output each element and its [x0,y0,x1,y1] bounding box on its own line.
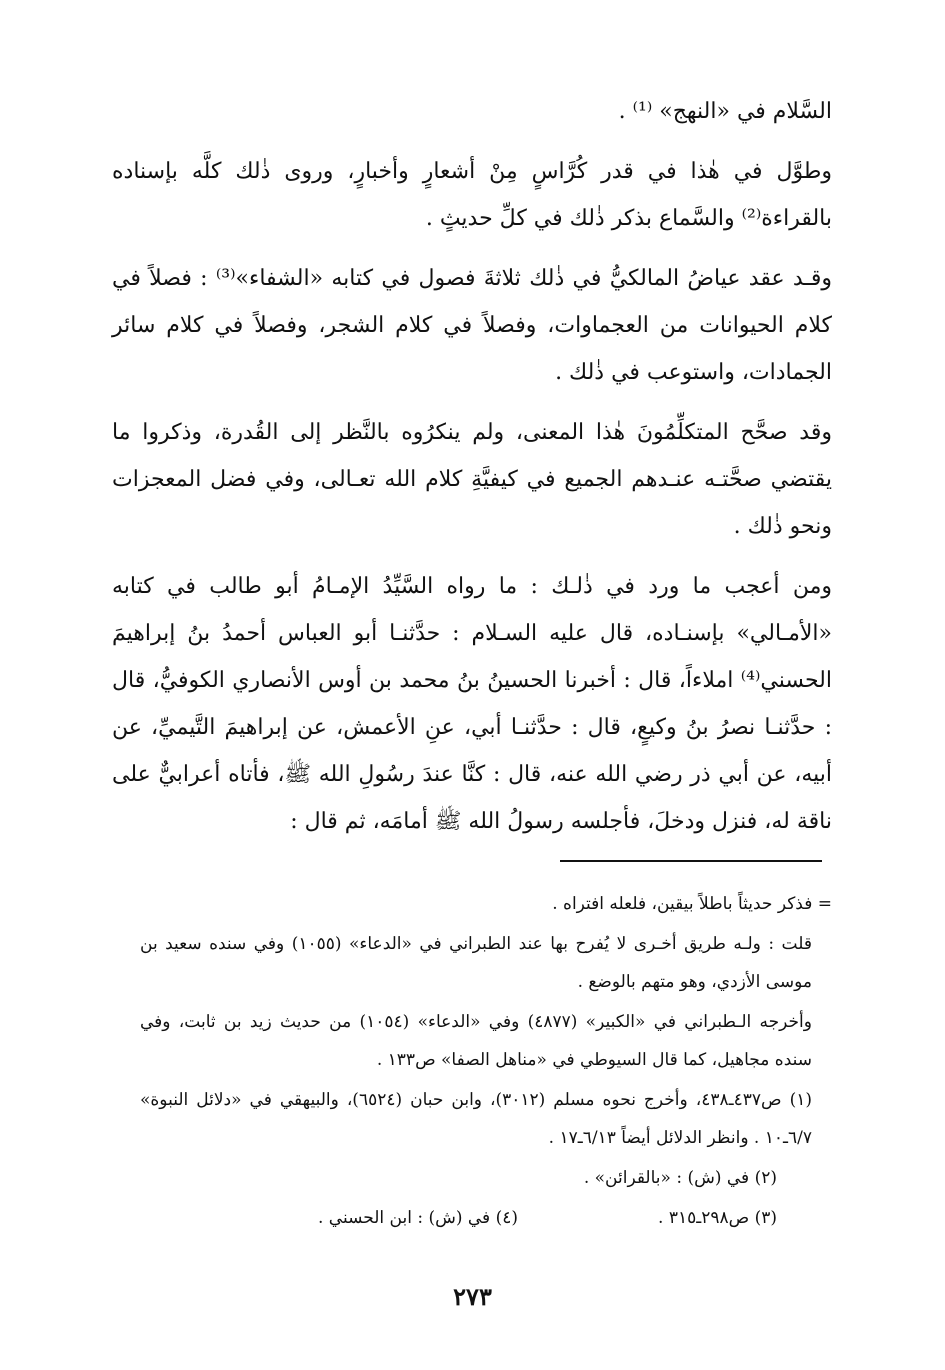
footnote-2: (٢) في (ش) : «بالقرائن» . [583,1168,777,1188]
footnote-comment: قلت : ولـه طريق أخـرى لا يُفرح بها عند الطبراني في «الدعاء» (١٠٥٥) وفي سنده سعيد بن موسى الأزدي، وهو متهم بالوضع . [140,934,812,992]
paragraph-5: ومن أعجب ما ورد في ذٰلـك : ما رواه السَّيِّدُ الإمـامُ أبو طالب في كتابه «الأمـالي» بإسنـاده، قال عليه السـلام : حدَّثنـا أبو العباس أحمدُ بنُ إبراهيمَ الحسني⁽⁴⁾ املاءاً، قال : أخبرنا الحسينُ بنُ محمد بن أوس الأنصاري الكوفيُّ، قال : حدَّثنـا نصرُ بنُ وكيعٍ، قال : حدَّثنـا أبي، عنِ الأعمش، عن إبراهيمَ التَّيميِّ، عن أبيه، عن أبي ذر رضي الله عنه، قال : كنَّا عندَ رسُولِ الله ﷺ، فأتاه أعرابيٌّ على ناقة له، فنزل ودخلَ، فأجلسه رسولُ الله ﷺ أمامَه، ثم قال : [112,574,832,834]
footnote-4: (٤) في (ش) : ابن الحسني . [317,1208,519,1228]
paragraph-3: وقـد عقد عياضُ المالكيُّ في ذٰلك ثلاثةَ فصول في كتابه «الشفاء»⁽³⁾ : فصلاً في كلام الحيوانات من العجماوات، وفصلاً في كلام الشجر، وفصلاً في كلام سائر الجمادات، واستوعب في ذٰلك . [112,266,832,385]
paragraph-2: وطوَّل في هٰذا في قدر كُرَّاسٍ مِنْ أشعارٍ وأخبارٍ، وروى ذٰلك كلَّه بإسناده بالقراءة⁽²⁾ والسَّماع بذكر ذٰلك في كلِّ حديثٍ . [112,159,832,231]
footnote-comment-2: وأخرجه الـطبراني في «الكبير» (٤٨٧٧) وفي «الدعاء» (١٠٥٤) من حديث زيد بن ثابت، وفي سنده مجاهيل، كما قال السيوطي في «مناهل الصفا» ص١٣٣ . [140,1012,812,1070]
footnote-row [140,1199,832,1237]
page-number: ٢٧٣ [453,1282,492,1311]
paragraph-1: السَّلام في «النهج» ⁽¹⁾ . [618,99,832,124]
paragraph-4: وقد صحَّح المتكلِّمُونَ هٰذا المعنى، ولم ينكرُوه بالنَّظر إلى القُدرة، وذكروا ما يقتضي صحَّتـه عنـدهم الجميع في كيفيَّةِ كلام الله تعـالى، وفي فضل المعجزات ونحو ذٰلك . [112,420,832,539]
footnote-separator [560,860,822,862]
footnote-1: (١) ص٤٣٧ـ٤٣٨، وأخرج نحوه مسلم (٣٠١٢)، وابن حبان (٦٥٢٤)، والبيهقي في «دلائل النبوة» ٦/٧ـ١٠ . وانظر الدلائل أيضاً ٦/١٣ـ١٧ . [140,1090,812,1148]
main-text [112,88,832,858]
footnotes [140,885,832,1237]
footnote-continuation: = فذكر حديثاً باطلاً بيقين، فلعله افتراه . [552,894,832,914]
footnote-3: (٣) ص٢٩٨ـ٣١٥ . [658,1208,777,1228]
